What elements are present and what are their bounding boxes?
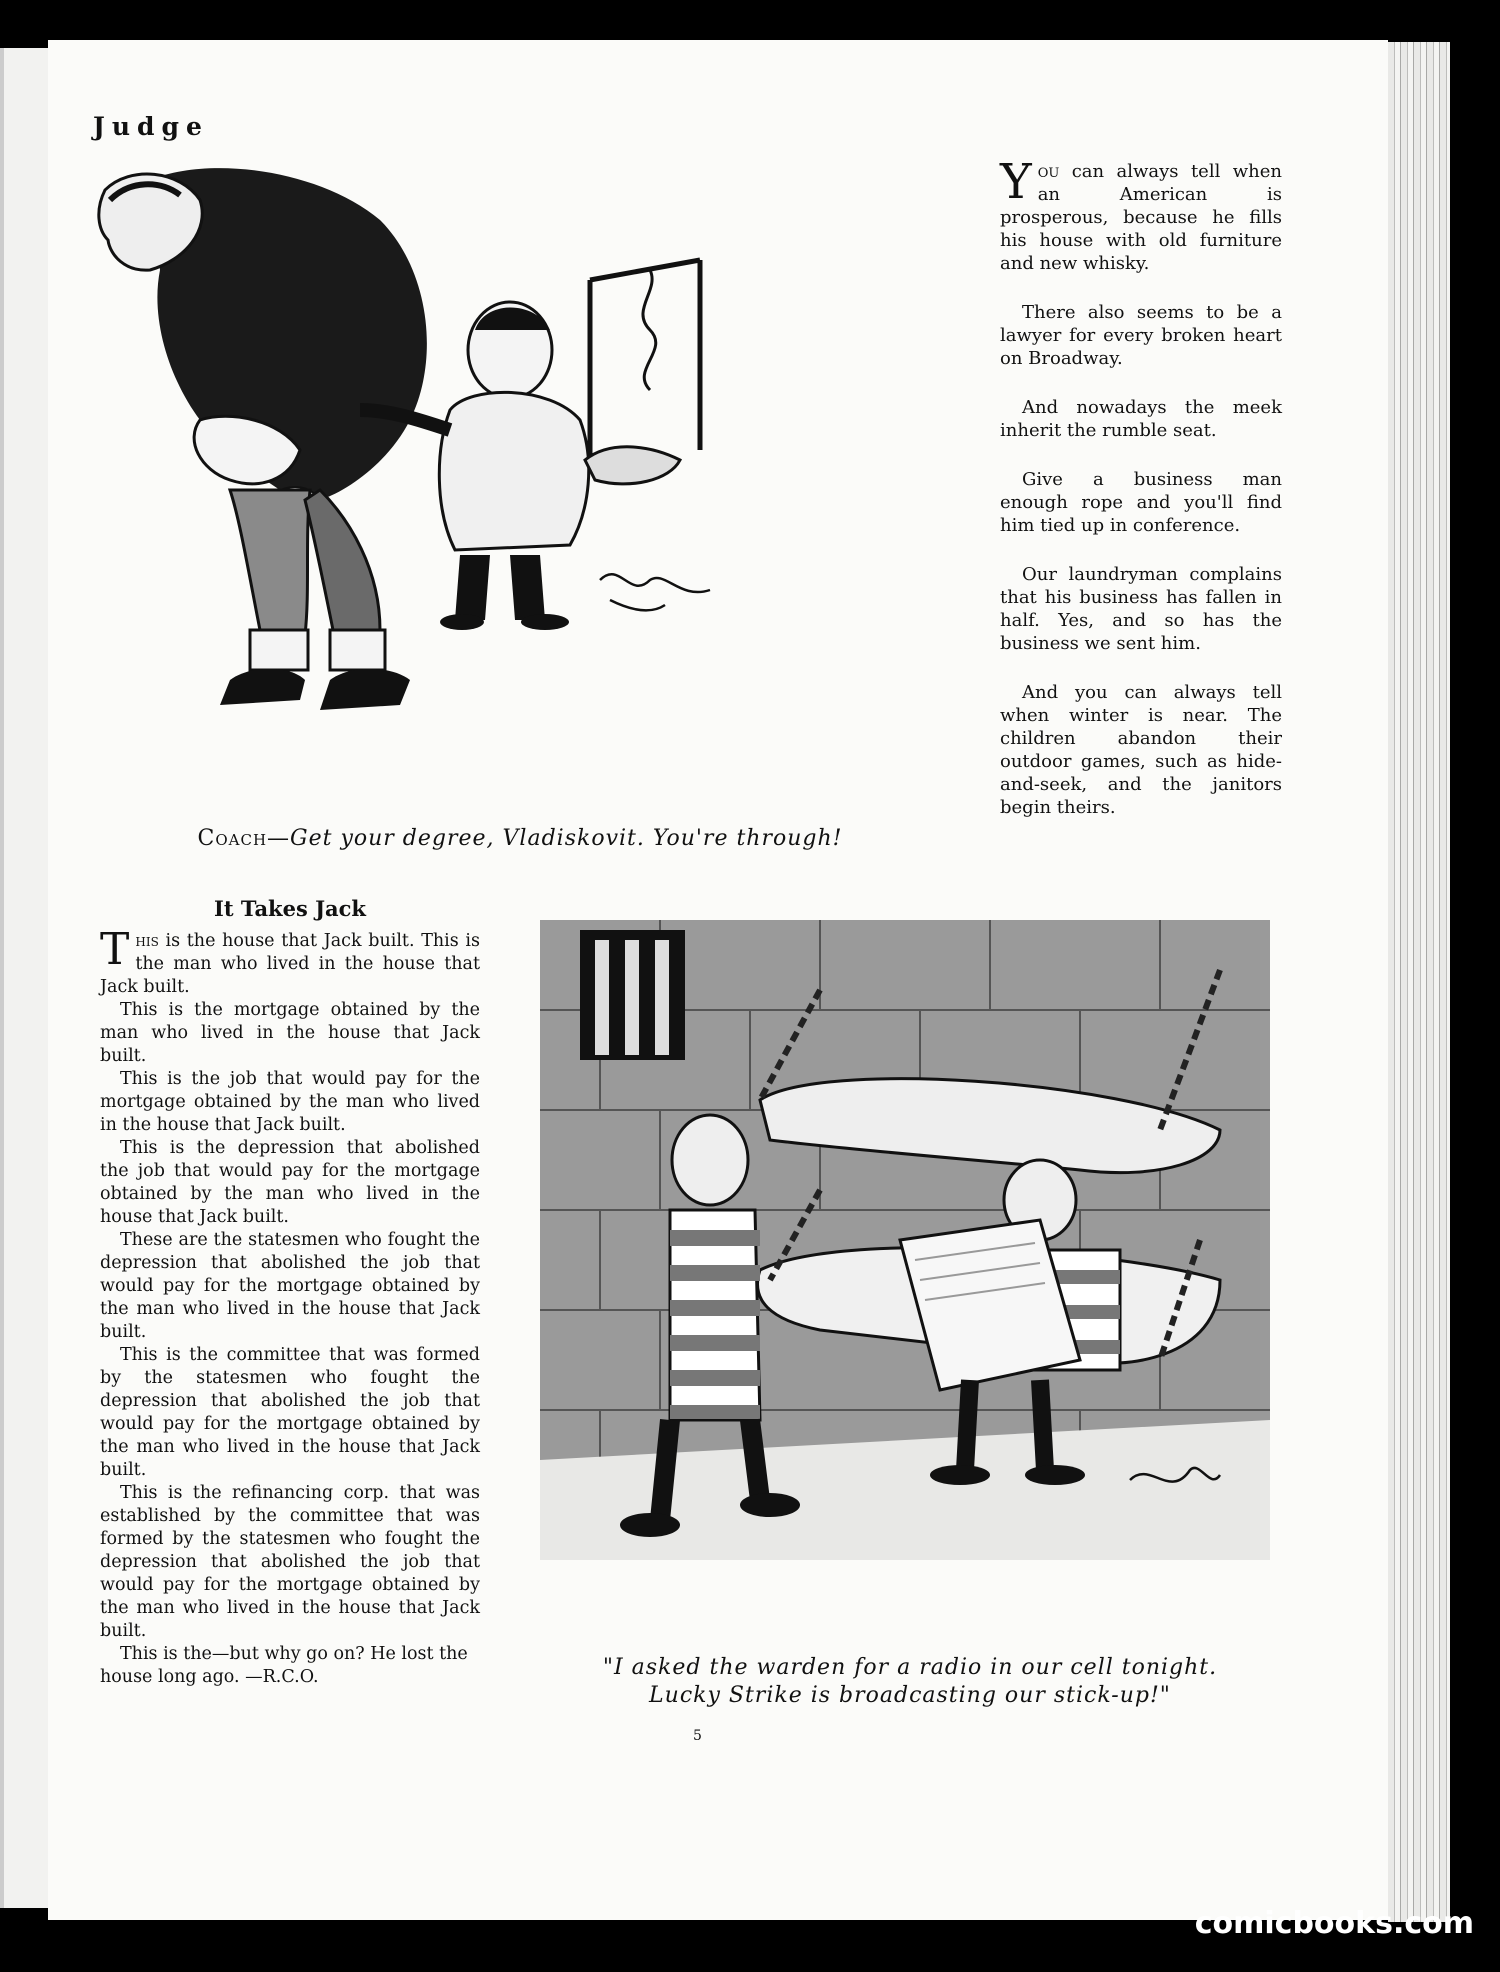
caption-speaker: Coach	[197, 826, 268, 851]
article-paragraph: This is the—but why go on? He lost the house long ago. —R.C.O.	[100, 1644, 468, 1687]
article-paragraph: This is the house that Jack built. This is the man who lived in the house that Jack built.	[100, 924, 480, 997]
watermark: comicbooks.com	[1194, 1906, 1474, 1941]
cartoon2-caption	[540, 1654, 1280, 1710]
prison-cell-cartoon	[520, 900, 1280, 1600]
cartoon1-caption: Coach—Get your degree, Vladiskovit. You're through!	[197, 826, 843, 851]
caption-quote: Get your degree, Vladiskovit. You're through!	[290, 826, 843, 851]
article-title: It Takes Jack	[214, 896, 366, 921]
article-paragraph: This is the refinancing corp. that was established by the committee that was formed by the statesmen who fought the depression that abolished the job that would pay for the mortgage obtained by the man who lived in the house that Jack built.	[100, 1483, 480, 1641]
drop-cap: Y	[1000, 154, 1032, 210]
joke-paragraph: And you can always tell when winter is near. The children abandon their outdoor games, such as hide-and-seek, and the janitors begin theirs.	[1000, 682, 1282, 818]
article-paragraph: This is the mortgage obtained by the man who lived in the house that Jack built.	[100, 1000, 480, 1066]
article-paragraph: This is the job that would pay for the mortgage obtained by the man who lived in the house that Jack built.	[100, 1069, 480, 1135]
jokes-column	[1000, 154, 1282, 845]
article-paragraph: This is the depression that abolished the job that would pay for the mortgage obtained by the man who lived in the house that Jack built.	[100, 1138, 480, 1227]
joke-paragraph: Give a business man enough rope and you'll find him tied up in conference.	[1000, 469, 1282, 536]
article-paragraph: These are the statesmen who fought the depression that abolished the job that would pay for the mortgage obtained by the man who lived in the house that Jack built.	[100, 1230, 480, 1342]
caption-line: Lucky Strike is broadcasting our stick-up!"	[649, 1683, 1171, 1708]
page-stack-edges	[1388, 42, 1450, 1922]
article-body	[100, 924, 480, 1689]
joke-paragraph: Our laundryman complains that his business has fallen in half. Yes, and so has the business we sent him.	[1000, 564, 1282, 654]
joke-paragraph: And nowadays the meek inherit the rumble seat.	[1000, 397, 1282, 441]
coach-cartoon	[90, 160, 930, 800]
page-number: 5	[693, 1728, 702, 1744]
joke-paragraph: There also seems to be a lawyer for every broken heart on Broadway.	[1000, 302, 1282, 369]
joke-paragraph: You can always tell when an American is prosperous, because he fills his house with old furniture and new whisky.	[1000, 154, 1282, 274]
drop-cap: T	[100, 924, 130, 975]
caption-line: "I asked the warden for a radio in our cell tonight.	[602, 1655, 1218, 1680]
masthead: Judge	[93, 112, 209, 141]
article-paragraph: This is the committee that was formed by the statesmen who fought the depression that abolished the job that would pay for the mortgage obtained by the man who lived in the house that Jack built.	[100, 1345, 480, 1480]
